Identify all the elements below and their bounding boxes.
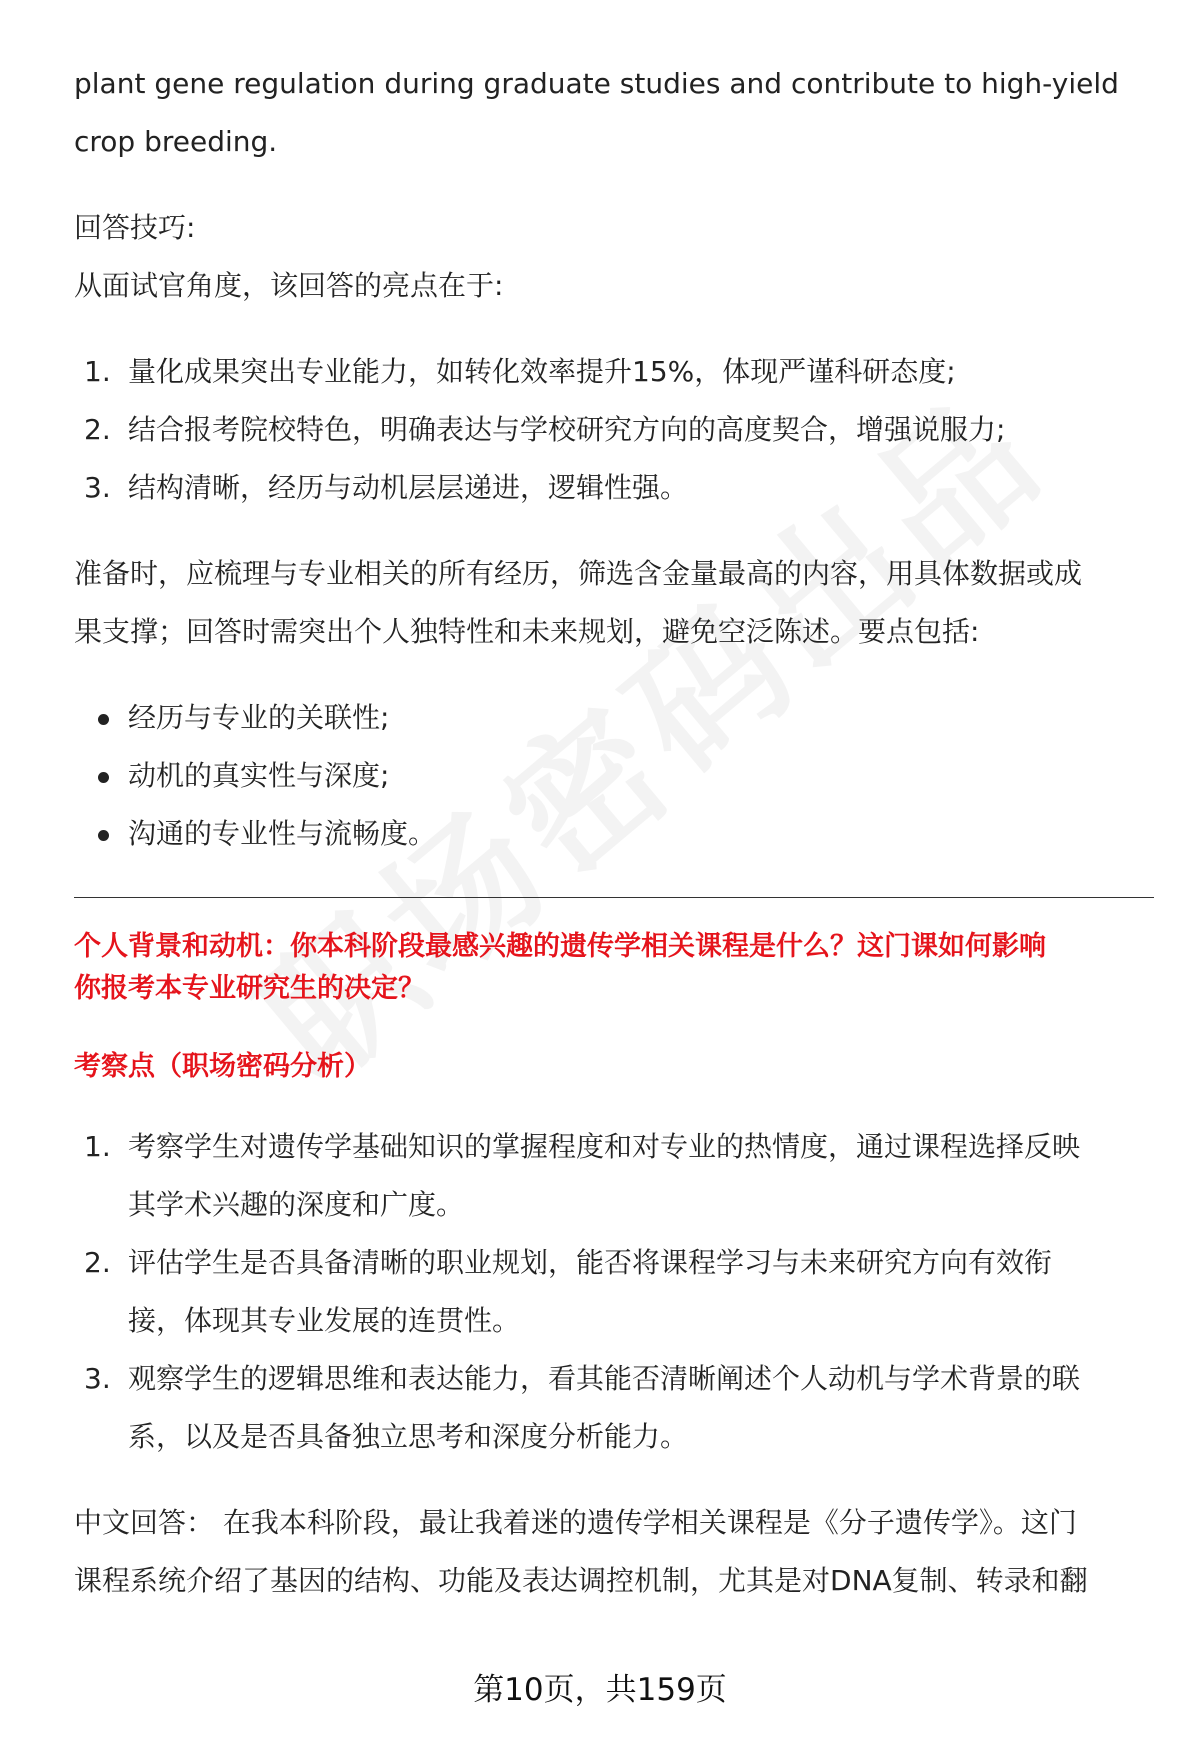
page-content bbox=[74, 55, 1154, 1610]
list-item bbox=[74, 1234, 1154, 1350]
list-number: 2. bbox=[84, 1246, 111, 1279]
list-text: 评估学生是否具备清晰的职业规划，能否将课程学习与未来研究方向有效衔 bbox=[128, 1246, 1053, 1279]
bullet-text: 沟通的专业性与流畅度。 bbox=[128, 817, 437, 850]
bullet-item bbox=[74, 805, 1154, 863]
bullet-item bbox=[74, 689, 1154, 747]
prep-line-1: 准备时，应梳理与专业相关的所有经历，筛选含金量最高的内容，用具体数据或成 bbox=[74, 557, 1083, 590]
tips-list bbox=[74, 343, 1154, 517]
list-item bbox=[74, 1350, 1154, 1466]
list-text: 接，体现其专业发展的连贯性。 bbox=[128, 1304, 521, 1337]
answer-line-2: 课程系统介绍了基因的结构、功能及表达调控机制，尤其是对DNA复制、转录和翻 bbox=[74, 1564, 1088, 1597]
list-item bbox=[74, 459, 1154, 517]
list-text: 考察学生对遗传学基础知识的掌握程度和对专业的热情度，通过课程选择反映 bbox=[128, 1130, 1081, 1163]
list-number: 3. bbox=[84, 1362, 111, 1395]
bullet-dot-icon bbox=[98, 830, 109, 841]
question-line-1: 个人背景和动机：你本科阶段最感兴趣的遗传学相关课程是什么？这门课如何影响 bbox=[74, 931, 1046, 962]
bullet-item bbox=[74, 747, 1154, 805]
tips-heading: 回答技巧: bbox=[74, 211, 196, 244]
bullet-dot-icon bbox=[98, 772, 109, 783]
list-number: 2. bbox=[84, 413, 111, 446]
list-number: 3. bbox=[84, 471, 111, 504]
list-number: 1. bbox=[84, 1130, 111, 1163]
list-text: 观察学生的逻辑思维和表达能力，看其能否清晰阐述个人动机与学术背景的联 bbox=[128, 1362, 1081, 1395]
bullet-text: 动机的真实性与深度; bbox=[128, 759, 390, 792]
list-number: 1. bbox=[84, 355, 111, 388]
tips-lead: 从面试官角度，该回答的亮点在于: bbox=[74, 269, 504, 302]
section-divider bbox=[74, 897, 1154, 898]
analysis-heading: 考察点（职场密码分析） bbox=[74, 1051, 371, 1082]
list-text: 其学术兴趣的深度和广度。 bbox=[128, 1188, 465, 1221]
list-text: 结构清晰，经历与动机层层递进，逻辑性强。 bbox=[128, 471, 689, 504]
list-item bbox=[74, 343, 1154, 401]
list-text: 结合报考院校特色，明确表达与学校研究方向的高度契合，增强说服力; bbox=[128, 413, 1006, 446]
list-item bbox=[74, 401, 1154, 459]
page-number: 第10页，共159页 bbox=[473, 1672, 727, 1708]
intro-line-2: crop breeding. bbox=[74, 125, 278, 158]
list-item bbox=[74, 1118, 1154, 1234]
analysis-list bbox=[74, 1118, 1154, 1466]
list-text: 系，以及是否具备独立思考和深度分析能力。 bbox=[128, 1420, 689, 1453]
answer-line-1: 中文回答： 在我本科阶段，最让我着迷的遗传学相关课程是《分子遗传学》。这门 bbox=[74, 1506, 1077, 1539]
prep-bullets bbox=[74, 689, 1154, 863]
list-text: 量化成果突出专业能力，如转化效率提升15%，体现严谨科研态度; bbox=[128, 355, 956, 388]
prep-line-2: 果支撑；回答时需突出个人独特性和未来规划，避免空泛陈述。要点包括: bbox=[74, 615, 980, 648]
bullet-dot-icon bbox=[98, 714, 109, 725]
bullet-text: 经历与专业的关联性; bbox=[128, 701, 390, 734]
question-line-2: 你报考本专业研究生的决定？ bbox=[74, 973, 425, 1004]
intro-line-1: plant gene regulation during graduate studies and contribute to high-yield bbox=[74, 67, 1119, 100]
